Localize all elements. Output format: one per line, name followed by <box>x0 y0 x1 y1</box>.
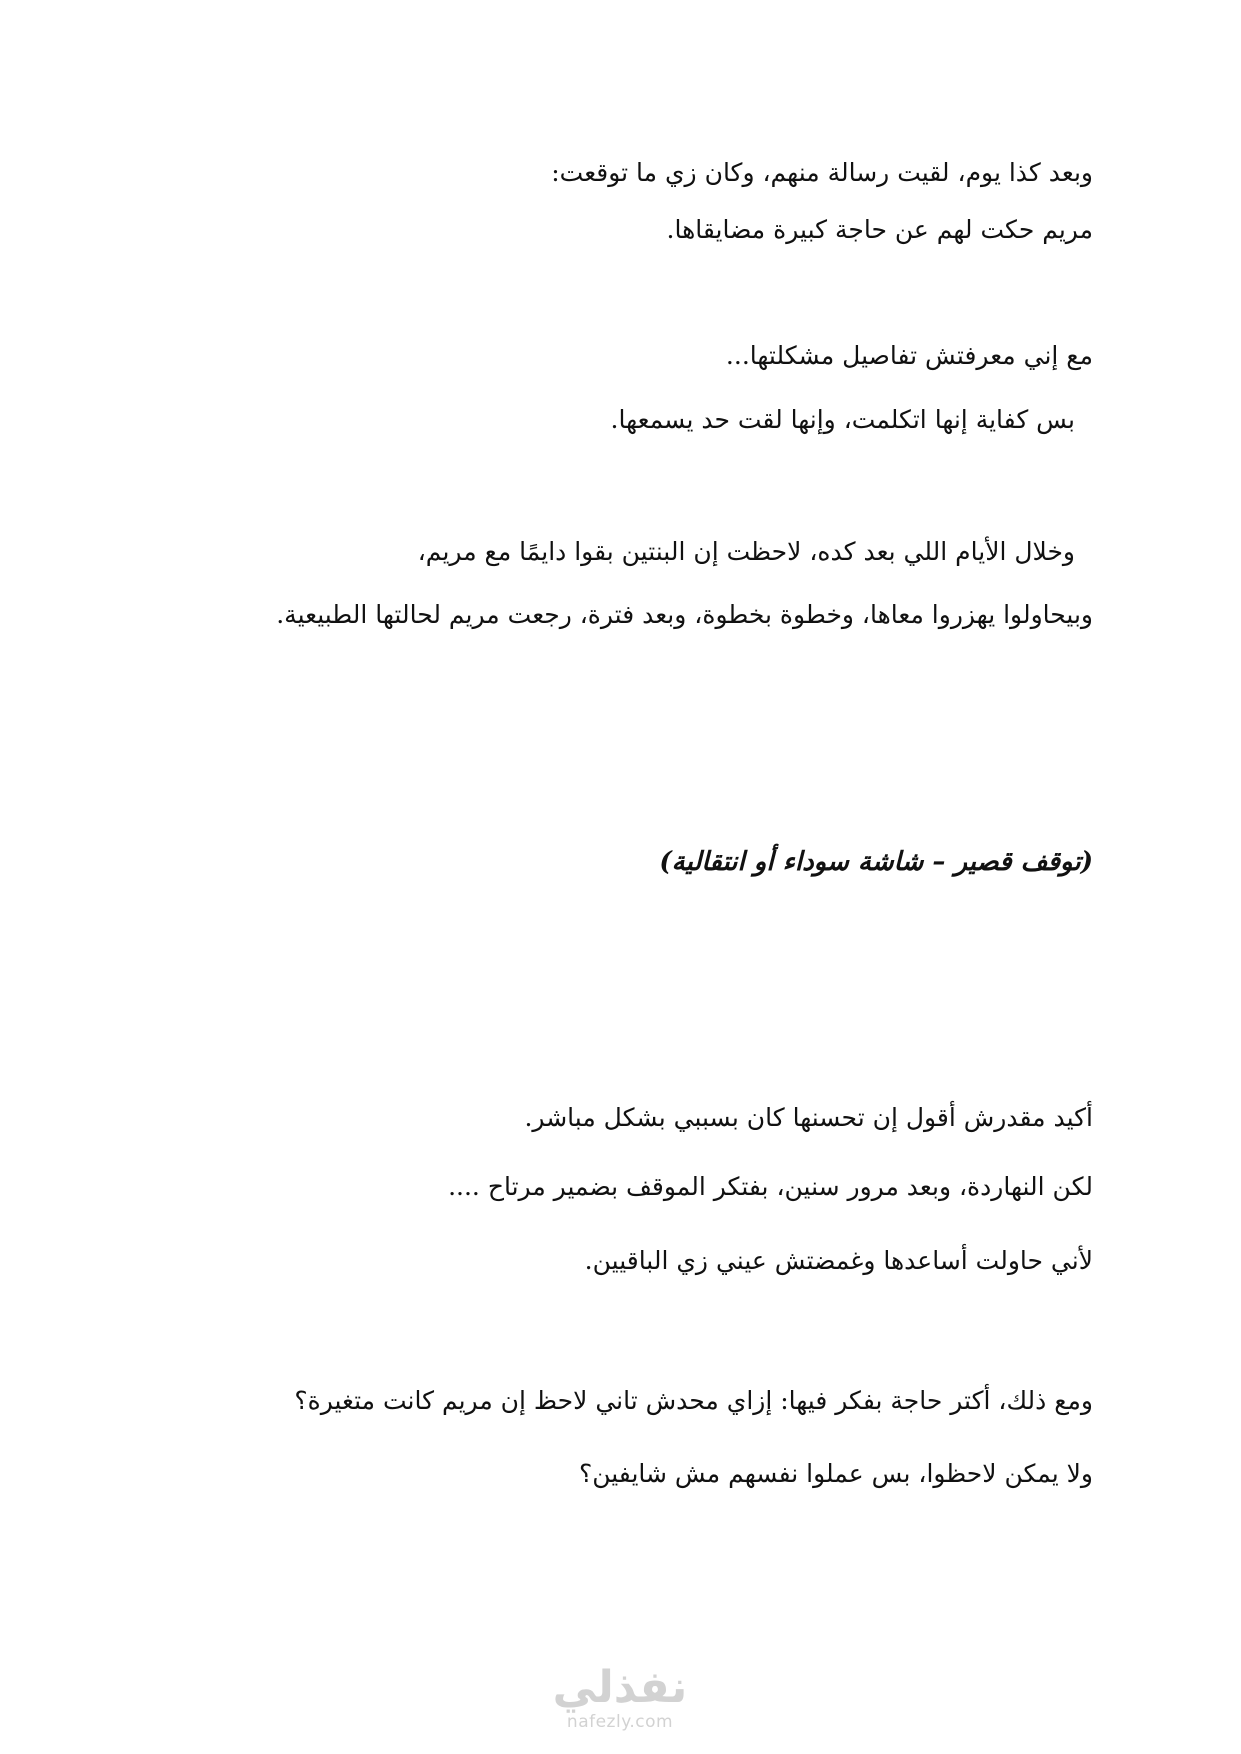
paragraph-3-line-2: وبيحاولوا يهزروا معاها، وخطوة بخطوة، وبعد فترة، رجعت مريم لحالتها الطبيعية. <box>276 600 1093 629</box>
nafezly-watermark <box>540 1664 700 1732</box>
scene-transition-heading: (توقف قصير – شاشة سوداء أو انتقالية) <box>659 847 1093 877</box>
paragraph-5-line-1: أكيد مقدرش أقول إن تحسنها كان بسببي بشكل مباشر. <box>524 1103 1093 1132</box>
paragraph-6-line-2: ولا يمكن لاحظوا، بس عملوا نفسهم مش شايفين؟ <box>578 1459 1093 1488</box>
paragraph-2-line-1: مع إني معرفتش تفاصيل مشكلتها... <box>725 341 1093 370</box>
paragraph-5-line-3: لأني حاولت أساعدها وغمضتش عيني زي الباقيين. <box>584 1246 1093 1275</box>
paragraph-6-line-1: ومع ذلك، أكتر حاجة بفكر فيها: إزاي محدش تاني لاحظ إن مريم كانت متغيرة؟ <box>294 1386 1093 1415</box>
paragraph-1-line-1: وبعد كذا يوم، لقيت رسالة منهم، وكان زي ما توقعت: <box>551 158 1093 187</box>
paragraph-1-line-2: مريم حكت لهم عن حاجة كبيرة مضايقاها. <box>666 215 1093 244</box>
watermark-latin-text: nafezly.com <box>566 1712 674 1732</box>
paragraph-2-line-2: بس كفاية إنها اتكلمت، وإنها لقت حد يسمعها. <box>610 405 1075 434</box>
paragraph-5-line-2: لكن النهاردة، وبعد مرور سنين، بفتكر الموقف بضمير مرتاح .... <box>448 1172 1093 1201</box>
paragraph-3-line-1: وخلال الأيام اللي بعد كده، لاحظت إن البنتين بقوا دايمًا مع مريم، <box>417 537 1075 566</box>
watermark-arabic-text: نفذلي <box>552 1662 688 1713</box>
